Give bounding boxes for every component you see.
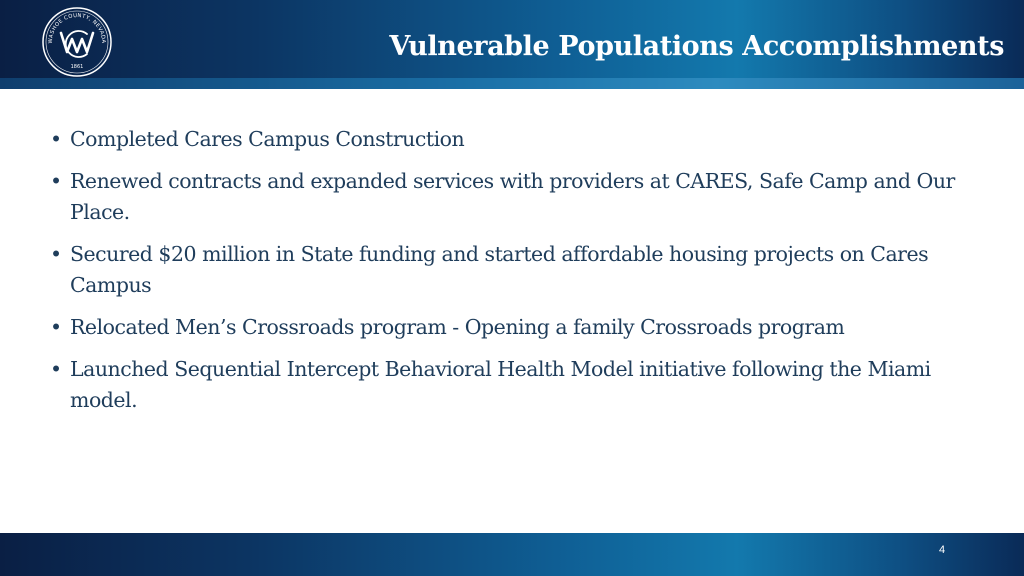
bullet-text: Secured $20 million in State funding and started affordable housing projects on Cares Campus [70,242,929,297]
bullet-text: Renewed contracts and expanded services with providers at CARES, Safe Camp and Our Place. [70,169,955,224]
bullet-dot-icon: • [50,315,62,339]
content-area [50,124,970,427]
bullet-text: Launched Sequential Intercept Behavioral Health Model initiative following the Miami model. [70,357,931,412]
bullet-item [50,166,970,228]
bullet-item [50,239,970,301]
page-number: 4 [938,544,946,556]
bullet-text: Relocated Men’s Crossroads program - Opening a family Crossroads program [70,315,845,339]
bullet-dot-icon: • [50,242,62,266]
bullet-item [50,124,970,155]
header-accent-stripe [0,78,1024,89]
svg-text:WASHOE COUNTY, NEVADA [48,13,106,44]
bullet-text: Completed Cares Campus Construction [70,127,465,151]
seal-year: 1861 [70,64,84,70]
bullet-dot-icon: • [50,357,62,381]
bullet-dot-icon: • [50,169,62,193]
bullet-item [50,312,970,343]
bullet-item [50,354,970,416]
bullet-list [50,124,970,416]
seal-arc-text: WASHOE COUNTY, NEVADA [47,12,107,44]
washoe-county-seal-icon [41,6,113,78]
page-title: Vulnerable Populations Accomplishments [389,31,1004,62]
footer-bar [0,533,1024,576]
bullet-dot-icon: • [50,127,62,151]
